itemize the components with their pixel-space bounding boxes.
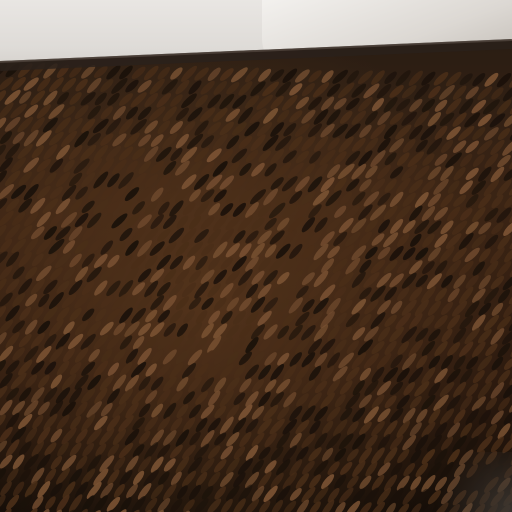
weave-strands [0, 61, 512, 512]
corner-shadow [422, 452, 512, 512]
